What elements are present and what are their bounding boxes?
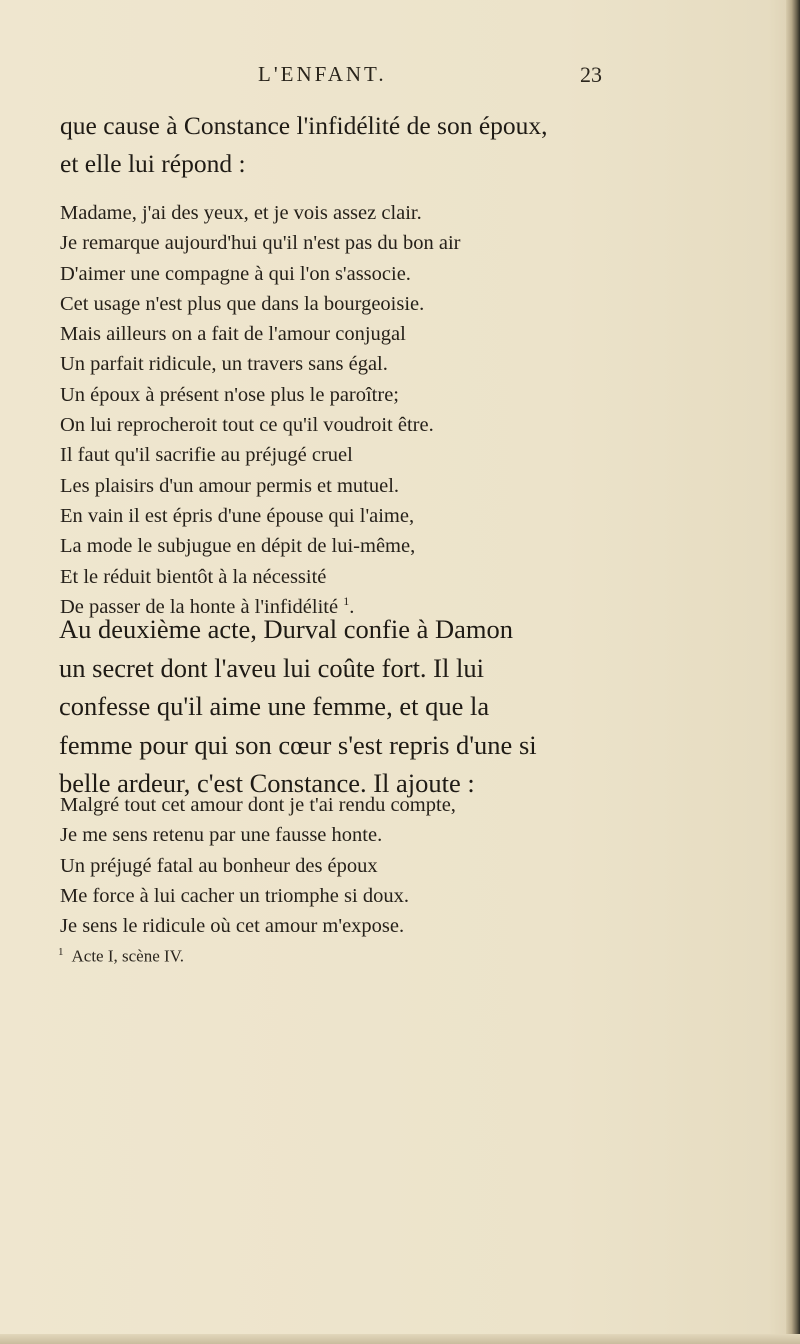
verse-line: Je me sens retenu par une fausse honte. — [60, 824, 383, 847]
running-header — [0, 62, 800, 92]
footnote-text: Acte I, scène IV. — [71, 946, 185, 966]
verse-quotation-second — [60, 790, 456, 941]
verse-line: Un parfait ridicule, un travers sans égal. — [60, 353, 388, 376]
page-number: 23 — [580, 62, 602, 87]
paragraph-intro — [60, 107, 635, 183]
verse-line: Il faut qu'il sacrifie au préjugé cruel — [60, 444, 353, 467]
running-title: L'ENFANT. — [258, 62, 387, 86]
verse-line: Je sens le ridicule où cet amour m'expose. — [60, 915, 405, 938]
verse-line: Un préjugé fatal au bonheur des époux — [60, 854, 378, 877]
verse-line: Les plaisirs d'un amour permis et mutuel. — [60, 474, 400, 497]
text-line: que cause à Constance l'infidélité de son époux, — [60, 111, 548, 140]
verse-line: Un époux à présent n'ose plus le paroître; — [60, 383, 400, 406]
text-line: femme pour qui son cœur s'est repris d'une si — [59, 729, 537, 760]
page-edge-bottom — [0, 1334, 800, 1344]
text-line: belle ardeur, c'est Constance. Il ajoute : — [59, 768, 475, 798]
footnote-mark: 1 — [58, 946, 64, 958]
text-line: confesse qu'il aime une femme, et que la — [59, 691, 490, 721]
verse-line: Je remarque aujourd'hui qu'il n'est pas du bon air — [60, 232, 461, 255]
verse-line-text: De passer de la honte à l'infidélité — [60, 595, 339, 618]
text-line: Au deuxième acte, Durval confie à Damon — [59, 614, 513, 644]
page-edge-binding — [786, 0, 800, 1344]
verse-line: Me force à lui cacher un triomphe si doux. — [60, 884, 409, 907]
verse-line: Cet usage n'est plus que dans la bourgeoisie. — [60, 292, 425, 315]
verse-line: Malgré tout cet amour dont je t'ai rendu compte, — [60, 794, 456, 816]
verse-line: La mode le subjugue en dépit de lui-même, — [60, 535, 416, 558]
footnote-reference[interactable]: 1 — [343, 594, 350, 609]
text-line: et elle lui répond : — [60, 149, 246, 178]
verse-line-end: . — [349, 595, 355, 618]
verse-quotation-first — [60, 198, 460, 622]
verse-line: En vain il est épris d'une épouse qui l'aime, — [60, 504, 415, 527]
text-line: un secret dont l'aveu lui coûte fort. Il lui — [59, 652, 484, 683]
verse-line: D'aimer une compagne à qui l'on s'associe. — [60, 262, 411, 285]
footnote — [58, 946, 184, 967]
paragraph-second-act — [59, 610, 637, 803]
verse-line: On lui reprocheroit tout ce qu'il voudroit être. — [60, 414, 434, 437]
verse-line: Et le réduit bientôt à la nécessité — [60, 565, 327, 588]
verse-line: Mais ailleurs on a fait de l'amour conjugal — [60, 323, 406, 346]
verse-line: Madame, j'ai des yeux, et je vois assez clair. — [60, 202, 422, 224]
